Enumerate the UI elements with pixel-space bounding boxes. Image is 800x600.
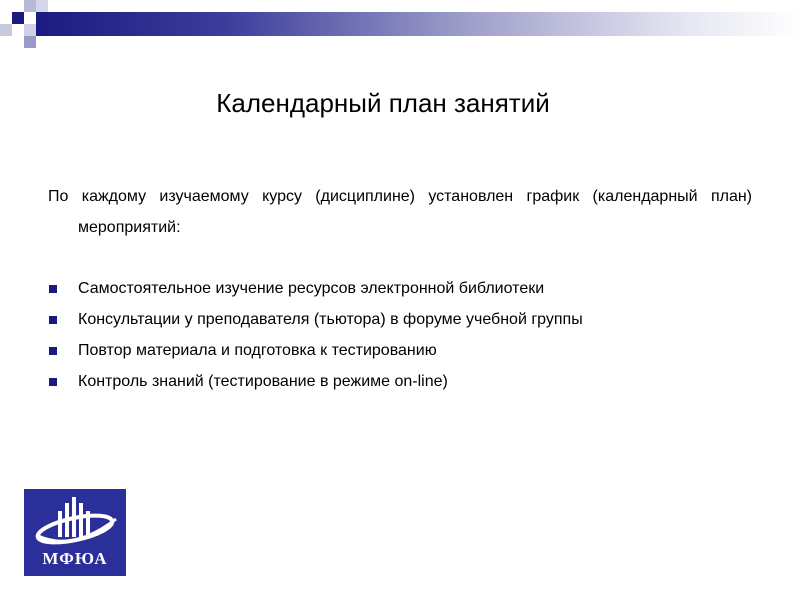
bullet-list [48,273,768,397]
intro-paragraph [48,181,752,243]
list-item-text: Консультации у преподавателя (тьютора) в форуме учебной группы [78,311,583,328]
square-bullet-icon [49,285,57,293]
decor-square [24,36,36,48]
list-item-text: Самостоятельное изучение ресурсов электронной библиотеки [78,280,545,297]
intro-line-2: мероприятий: [78,219,181,236]
list-item [48,366,768,397]
list-item [48,273,768,304]
square-bullet-icon [49,316,57,324]
list-item-text: Контроль знаний (тестирование в режиме on-line) [78,373,448,390]
header-gradient-bar [36,12,800,36]
square-bullet-icon [49,378,57,386]
header-decoration [0,0,800,50]
list-item [48,304,768,335]
logo-text: МФЮА [42,549,108,568]
decor-square [12,12,24,24]
slide-title: Календарный план занятий [216,88,550,118]
intro-line-1: По каждому изучаемому курсу (дисциплине) установлен график (календарный план) [48,188,752,205]
decor-square [36,0,48,12]
mfua-logo [24,489,126,576]
decor-square [24,24,36,36]
decor-square [0,24,12,36]
square-bullet-icon [49,347,57,355]
list-item [48,335,768,366]
decor-square [24,0,36,12]
list-item-text: Повтор материала и подготовка к тестированию [78,342,437,359]
